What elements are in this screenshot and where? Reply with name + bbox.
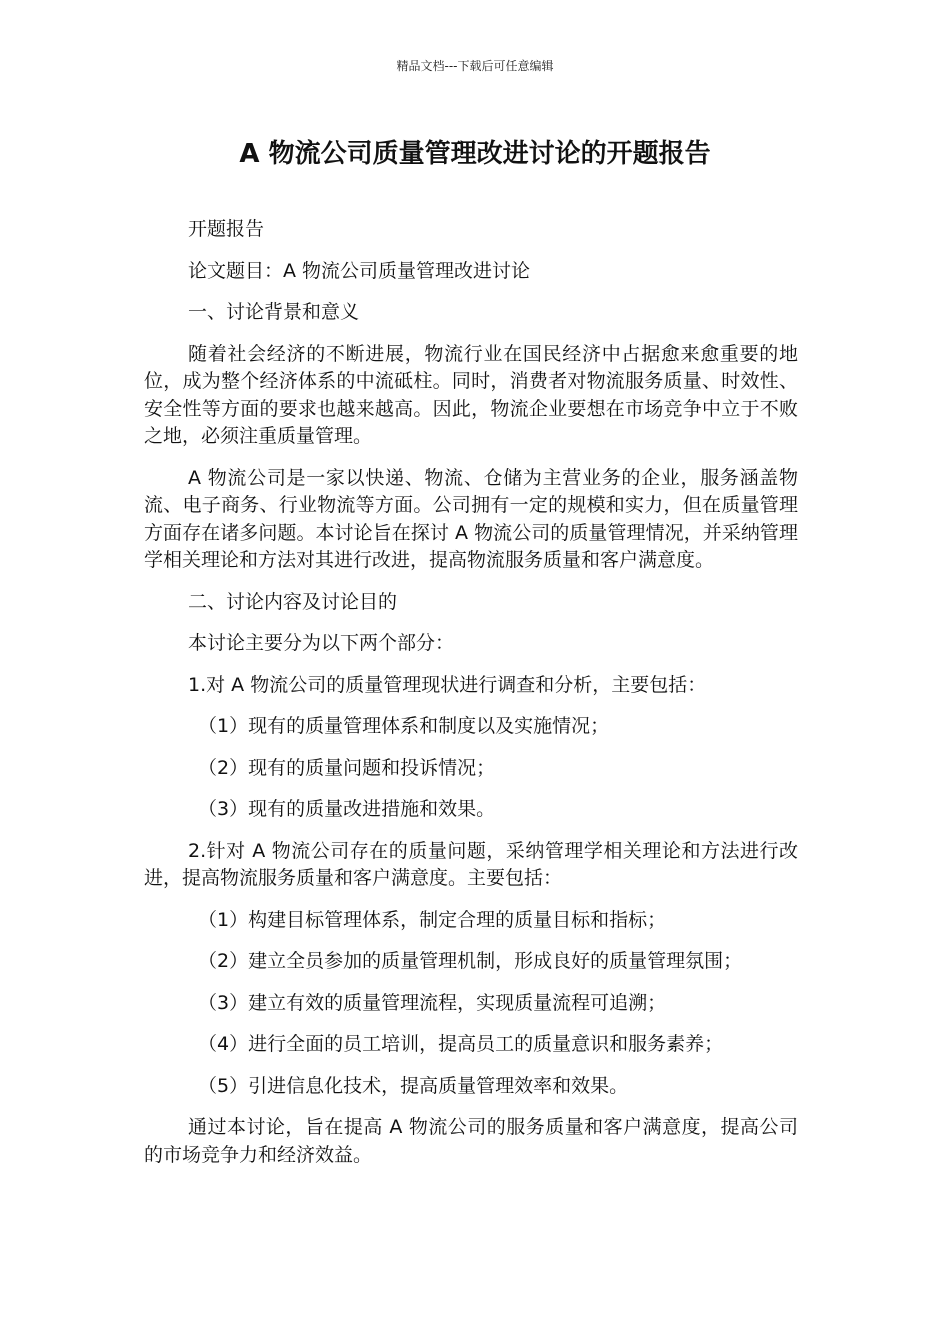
list-subitem: （1）现有的质量管理体系和制度以及实施情况； [198, 715, 610, 737]
paragraph-report-label: 开题报告 [188, 218, 265, 240]
list-subitem: （3）现有的质量改进措施和效果。 [198, 798, 496, 820]
list-subitem: （4）进行全面的员工培训，提高员工的质量意识和服务素养； [198, 1033, 724, 1055]
list-subitem: （1）构建目标管理体系，制定合理的质量目标和指标； [198, 908, 667, 931]
document-title: A 物流公司质量管理改进讨论的开题报告 [239, 139, 711, 169]
list-item-part-1: 1.对 A 物流公司的质量管理现状进行调查和分析，主要包括： [188, 673, 707, 696]
paragraph-thesis-title: 论文题目：A 物流公司质量管理改进讨论 [188, 259, 531, 282]
list-subitem: （5）引进信息化技术，提高质量管理效率和效果。 [198, 1074, 629, 1097]
paragraph-content-intro: 本讨论主要分为以下两个部分： [188, 632, 455, 654]
section-heading-content: 二、讨论内容及讨论目的 [188, 590, 398, 613]
paragraph-company-intro: A 物流公司是一家以快递、物流、仓储为主营业务的企业，服务涵盖物流、电子商务、行业物流等方面。公司拥有一定的规模和实力，但在质量管理方面存在诸多问题。本讨论旨在探讨 A 物流公司的质量管理情况，并采纳管理学相关理论和方法对其进行改进，提高物流服务质量和客户满意度。 [144, 466, 798, 571]
header-note: 精品文档---下载后可任意编辑 [396, 59, 554, 73]
paragraph-background: 随着社会经济的不断进展，物流行业在国民经济中占据愈来愈重要的地位，成为整个经济体系的中流砥柱。同时，消费者对物流服务质量、时效性、安全性等方面的要求也越来越高。因此，物流企业要想在市场竞争中立于不败之地，必须注重质量管理。 [144, 342, 798, 447]
list-subitem: （2）建立全员参加的质量管理机制，形成良好的质量管理氛围； [198, 950, 743, 972]
document-body [144, 216, 798, 1183]
list-item-part-2: 2.针对 A 物流公司存在的质量问题，采纳管理学相关理论和方法进行改进，提高物流服务质量和客户满意度。主要包括： [144, 839, 798, 889]
paragraph-conclusion: 通过本讨论，旨在提高 A 物流公司的服务质量和客户满意度，提高公司的市场竞争力和经济效益。 [144, 1116, 798, 1166]
list-subitem: （2）现有的质量问题和投诉情况； [198, 756, 496, 779]
list-subitem: （3）建立有效的质量管理流程，实现质量流程可追溯； [198, 991, 667, 1014]
section-heading-background: 一、讨论背景和意义 [188, 301, 360, 323]
